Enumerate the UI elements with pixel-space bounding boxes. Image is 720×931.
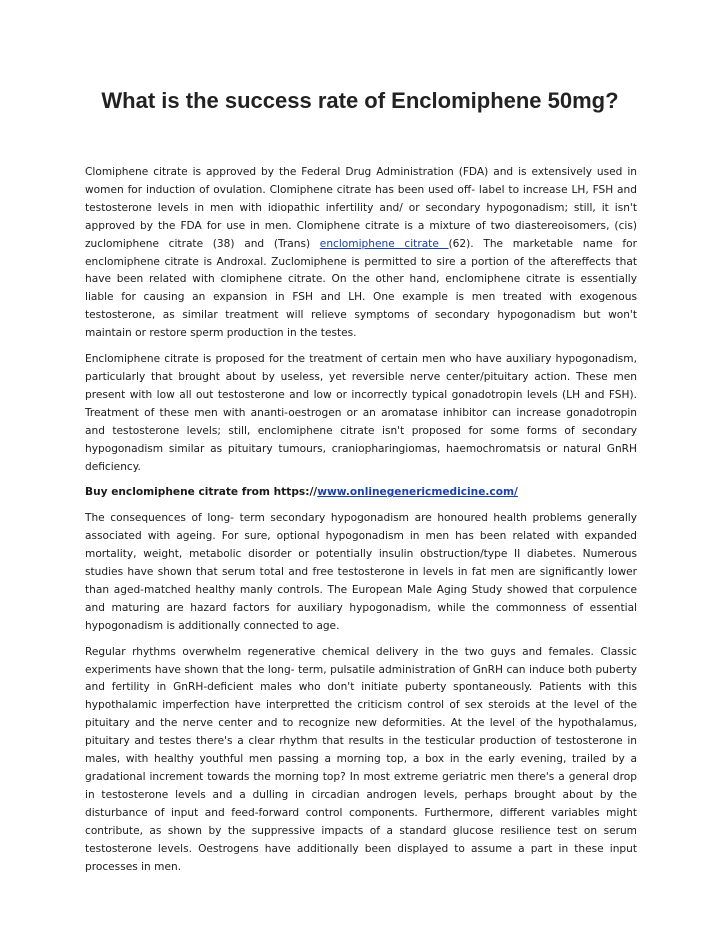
buy-line [85, 484, 637, 502]
paragraph-1-text-a: Clomiphene citrate is approved by the Federal Drug Administration (FDA) and is extensively used in women for induction of ovulation. Clomiphene citrate has been used off- label to increase LH, FSH and testosterone levels in men with idiopathic infertility and/ or secondary hypogonadism; still, it isn't approved by the FDA for use in men. Clomiphene citrate is a mixture of two diastereoisomers, (cis) zuclomiphene citrate (38) and (Trans) [85, 166, 637, 250]
paragraph-2: Enclomiphene citrate is proposed for the treatment of certain men who have auxiliary hypogonadism, particularly that brought about by useless, yet reversible nerve center/pituitary action. These men present with low all out testosterone and low or incorrectly typical gonadotropin levels (LH and FSH). Treatment of these men with ananti-oestrogen or an aromatase inhibitor can increase gonadotropin and testosterone levels; still, enclomiphene citrate isn't proposed for some forms of secondary hypogonadism similar as pituitary tumours, craniopharingiomas, haemochromatsis or natural GnRH deficiency. [85, 353, 637, 473]
paragraph-1-text-b: (62). The marketable name for enclomiphene citrate is Androxal. Zuclomiphene is permitted to sire a portion of the aftereffects that have been related with clomiphene citrate. On the other hand, enclomiphene citrate is essentially liable for causing an expansion in FSH and LH. One example is men treated with exogenous testosterone, as similar treatment will relieve symptoms of secondary hypogonadism but won't maintain or restore sperm production in the testes. [85, 237, 637, 340]
article-body [85, 164, 637, 884]
enclomiphene-citrate-link[interactable]: enclomiphene citrate [319, 237, 449, 250]
paragraph-3: The consequences of long- term secondary hypogonadism are honoured health problems generally associated with ageing. For sure, optional hypogonadism in men has been related with expanded mortality, weight, metabolic disorder or potentially insulin obstruction/type II diabetes. Numerous studies have shown that serum total and free testosterone in levels in fat men are significantly lower than aged-matched healthy manly controls. The European Male Aging Study showed that corpulence and maturing are hazard factors for auxiliary hypogonadism, while the commonness of essential hypogonadism is additionally connected to age. [85, 512, 637, 632]
page-title: What is the success rate of Enclomiphene 50mg? [101, 88, 619, 113]
paragraph-4: Regular rhythms overwhelm regenerative chemical delivery in the two guys and females. Classic experiments have shown that the long- term, pulsatile administration of GnRH can induce both puberty and fertility in GnRH-deficient males who don't initiate puberty spontaneously. Patients with this hypothalamic imperfection have interpretted the criticism control of sex steroids at the level of the pituitary and the nerve center and to recognize new deformities. At the level of the hypothalamus, pituitary and testes there's a clear rhythm that results in the testicular production of testosterone in males, with healthy youthful men passing a morning top, a box in the early evening, trailed by a gradational increment towards the morning top? In most extreme geriatric men there's a general drop in testosterone levels and a dulling in circadian androgen levels, perhaps brought about by the disturbance of input and feed-forward control components. Furthermore, different variables might contribute, as shown by the suppressive impacts of a standard glucose resilience test on serum testosterone levels. Oestrogens have additionally been displayed to assume a part in these input processes in men. [85, 645, 637, 873]
buy-label: Buy enclomiphene citrate from https:// [85, 486, 318, 499]
paragraph-1 [85, 164, 637, 343]
online-generic-medicine-link[interactable]: www.onlinegenericmedicine.com/ [317, 486, 518, 499]
